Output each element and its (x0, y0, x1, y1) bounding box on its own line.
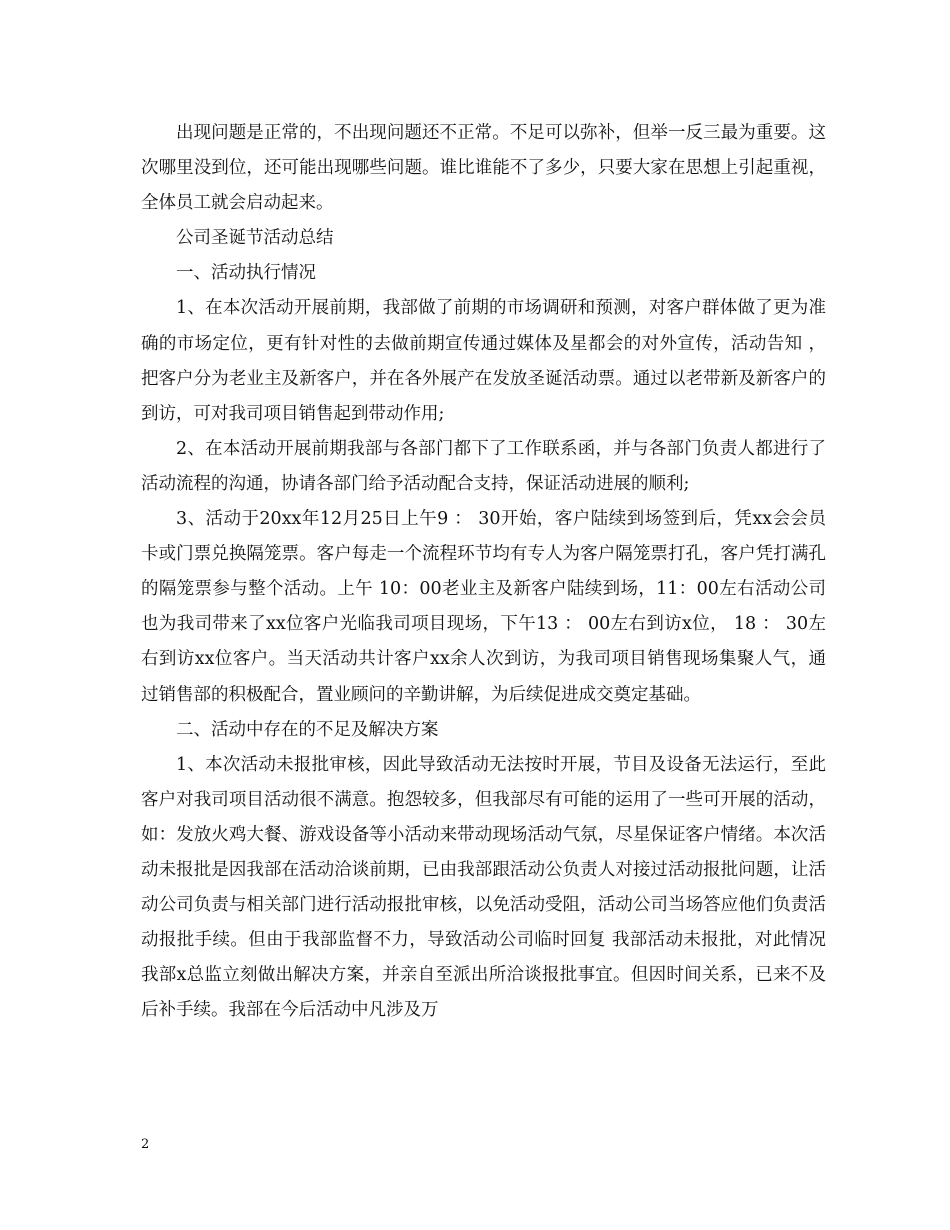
paragraph-intro: 出现问题是正常的，不出现问题还不正常。不足可以弥补，但举一反三最为重要。这次哪里没到位，还可能出现哪些问题。谁比谁能不了多少，只要大家在思想上引起重视，全体员工就会启动起来。 (141, 123, 826, 214)
document-body (141, 116, 826, 1028)
heading-activity-execution: 一、活动执行情况 (176, 263, 316, 284)
paragraph-item-2: 2、在本活动开展前期我部与各部门都下了工作联系函，并与各部门负责人都进行了活动流程的沟通，协请各部门给予活动配合支持，保证活动进展的顺利; (141, 438, 826, 494)
page-number: 2 (141, 1137, 150, 1152)
paragraph-item-3: 3、活动于20xx年12月25日上午9 ： 30开始，客户陆续到场签到后，凭xx会会员卡或门票兑换隔笼票。客户每走一个流程环节均有专人为客户隔笼票打孔，客户凭打满孔的隔笼票参与整个活动。上午 10：00老业主及新客户陆续到场，11：00左右活动公司也为我司带来了xx位客户光临我司项目现场，下午13 ： 00左右到访x位， 18 ： 30左右到访xx位客户。当天活动共计客户xx余人次到访，为我司项目销售现场集聚人气，通过销售部的积极配合，置业顾问的辛勤讲解，为后续促进成交奠定基础。 (141, 509, 826, 705)
section-title: 公司圣诞节活动总结 (176, 228, 334, 249)
heading-shortcomings: 二、活动中存在的不足及解决方案 (176, 719, 439, 740)
paragraph-item-1: 1、在本次活动开展前期，我部做了前期的市场调研和预测，对客户群体做了更为准确的市场定位，更有针对性的去做前期宣传通过媒体及星都会的对外宣传，活动告知 ，把客户分为老业主及新客户，并在各外展产在发放圣诞活动票。通过以老带新及新客户的到访，可对我司项目销售起到带动作用; (141, 298, 826, 424)
paragraph-shortcoming-1: 1、本次活动未报批审核，因此导致活动无法按时开展，节目及设备无法运行，至此客户对我司项目活动很不满意。抱怨较多，但我部尽有可能的运用了一些可开展的活动，如：发放火鸡大餐、游戏设备等小活动来带动现场活动气氛，尽星保证客户情绪。本次活动未报批是因我部在活动洽谈前期，已由我部跟活动公负责人对接过活动报批问题，让活动公司负责与相关部门进行活动报批审核，以免活动受阻，活动公司当场答应他们负责活动报批手续。但由于我部监督不力，导致活动公司临时回复 我部活动未报批，对此情况我部x总监立刻做出解决方案，并亲自至派出所洽谈报批事宜。但因时间关系，已来不及后补手续。我部在今后活动中凡涉及万 (141, 754, 826, 1021)
